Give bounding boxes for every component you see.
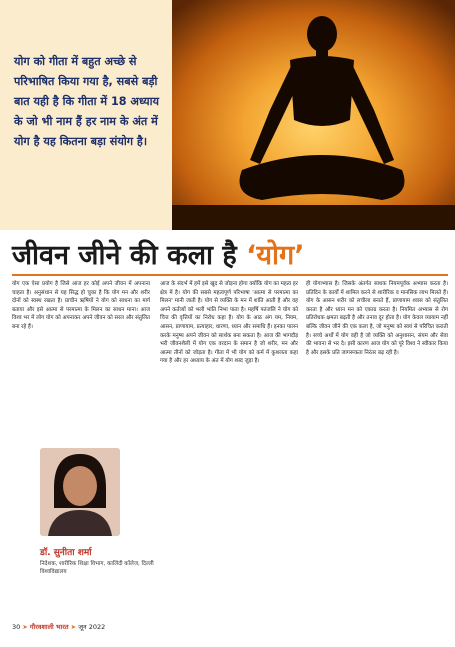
issue-date: जून 2022 bbox=[78, 623, 106, 631]
magazine-name: गौरवशाली भारत bbox=[29, 623, 69, 631]
author-name: डॉ. सुनीता शर्मा bbox=[40, 548, 92, 558]
author-description: निदेशक, शारीरिक शिक्षा विभाग, कालिंदी कॉलेज, दिल्ली विश्वविद्यालय bbox=[40, 561, 154, 575]
yoga-sunset-photo bbox=[172, 0, 455, 230]
title-highlight: ‘योग’ bbox=[246, 240, 305, 271]
article-title bbox=[12, 235, 305, 272]
footer-arrow-icon: ➤ bbox=[22, 623, 28, 631]
article-title-row bbox=[0, 231, 455, 273]
column-2-text: आज के संदर्भ में हमें इसे खुद से जोड़ना होगा क्योंकि योग का महत्व हर क्षेत्र में है। योग की सबसे महत्वपूर्ण परिभाषा 'आत्मा से परमात्मा का मिलन' मानी जाती है। योग से व्यक्ति के मन में शांति आती है और वह अपने कर्तव्यों को भली भांति निभा पाता है। महर्षि पतंजलि ने योग को चित्त की वृत्तियों का निरोध कहा है। योग के आठ अंग यम, नियम, आसन, प्राणायाम, प्रत्याहार, धारणा, ध्यान और समाधि हैं। इनका पालन करके मनुष्य अपने जीवन को सार्थक बना सकता है। आज की भागदौड़ भरी जीवनशैली में योग एक वरदान के समान है जो शरीर, मन और आत्मा तीनों को जोड़ता है। गीता में भी योग को कर्म में कुशलता कहा गया है और हर अध्याय के अंत में योग शब्द जुड़ा है। bbox=[160, 281, 298, 365]
footer-arrow-icon-2: ➤ bbox=[70, 623, 77, 631]
column-3-text: ही योगाभ्यास है। जिसके अंतर्गत साधक नियमपूर्वक अभ्यास करता है। प्रतिदिन के कार्यों में शामिल करने से शारीरिक व मानसिक लाभ मिलते हैं। योग के आसन शरीर को लचीला बनाते हैं, प्राणायाम श्वास को संतुलित करता है और ध्यान मन को एकाग्र करता है। नियमित अभ्यास से रोग प्रतिरोधक क्षमता बढ़ती है और तनाव दूर होता है। योग केवल व्यायाम नहीं बल्कि जीवन जीने की एक कला है, जो मनुष्य को स्वयं से परिचित कराती है। सच्चे अर्थों में योग वही है जो व्यक्ति को अनुशासन, संयम और सेवा की भावना से भर दे। इसी कारण आज योग को पूरे विश्व ने स्वीकार किया है और इसके प्रति जागरूकता निरंतर बढ़ रही है। bbox=[306, 281, 448, 356]
author-portrait bbox=[40, 448, 120, 536]
title-main: जीवन जीने की कला है bbox=[12, 240, 247, 271]
yoga-silhouette-illustration bbox=[172, 0, 455, 230]
column-1-text: योग एक ऐसा प्रयोग है जिसे आज हर कोई अपने जीवन में अपनाना चाहता है। अनुसंधान से यह सिद्ध हो चुका है कि योग मन और शरीर दोनों को स्वस्थ रखता है। प्राचीन ऋषियों ने योग को साधना का मार्ग बताया और इसे आत्मा से परमात्मा के मिलन का साधन माना। आज विश्व भर में लोग योग को अपनाकर अपने जीवन को सरल और संतुलित बना रहे हैं। bbox=[12, 281, 150, 330]
page-number: 30 bbox=[12, 623, 21, 631]
page-footer bbox=[12, 622, 105, 631]
author-photo bbox=[40, 448, 120, 536]
header-area bbox=[0, 0, 455, 230]
title-divider bbox=[12, 274, 448, 276]
pull-quote-box bbox=[0, 0, 172, 230]
article-column-2 bbox=[160, 280, 298, 580]
article-column-1 bbox=[12, 280, 150, 360]
pull-quote: योग को गीता में बहुत अच्छे से परिभाषित किया गया है, सबसे बड़ी बात यही है कि गीता में 18 अध्याय के जो भी नाम हैं हर नाम के अंत में योग है यह कितना बड़ा संयोग है। bbox=[14, 55, 160, 148]
article-column-3 bbox=[306, 280, 448, 610]
